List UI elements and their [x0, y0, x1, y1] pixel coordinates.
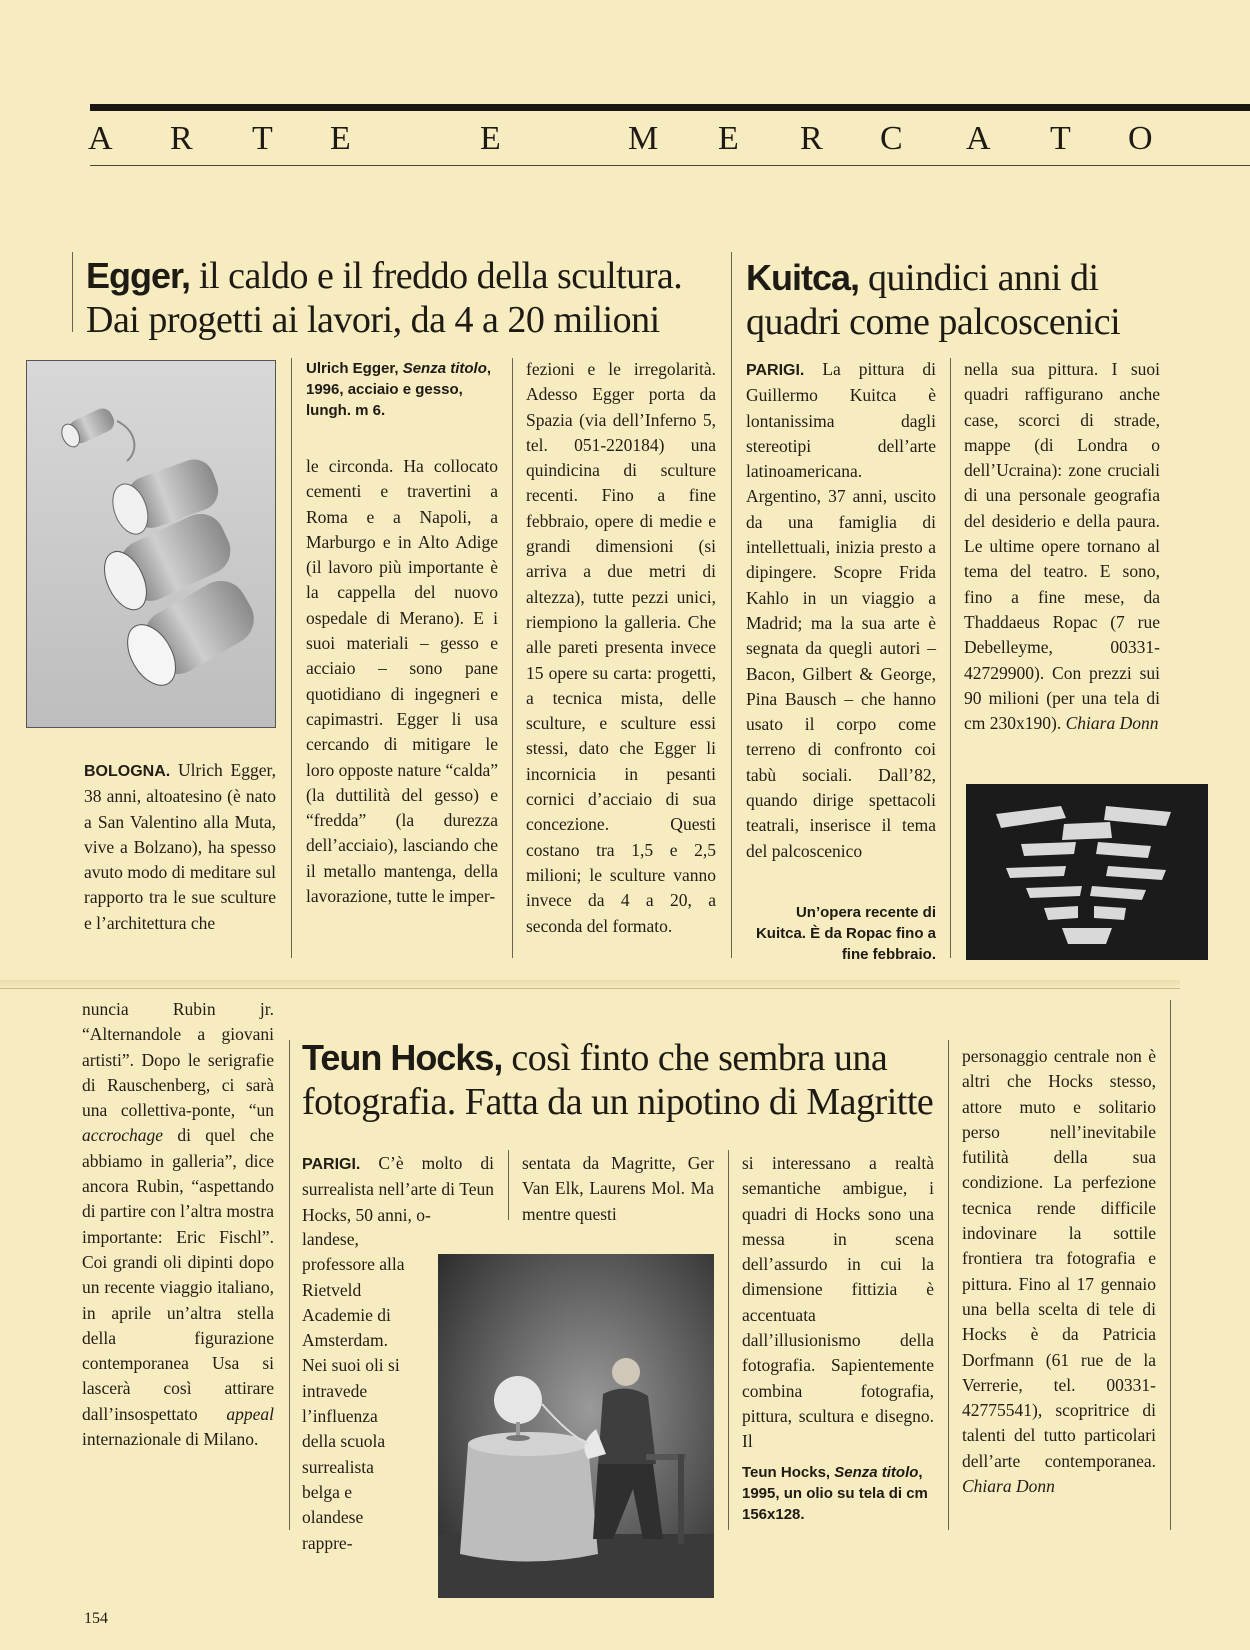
hocks-column-4 [962, 1044, 1156, 1499]
page-tear-edge [0, 988, 1180, 989]
column-rule [291, 358, 292, 958]
section-letter: A [88, 120, 113, 157]
kuitca-dateline: PARIGI. [746, 362, 805, 379]
hocks-caption-name: Teun Hocks, [742, 1464, 835, 1481]
kuitca-column-1 [746, 357, 936, 864]
kuitca-column-2 [964, 357, 1160, 736]
kuitca-col2-text: nella sua pittura. I suoi quadri raffigurano anche case, scorci di strade, mappe (di Londra o dell’Ucraina): zone cruciali di una personale geografia del desiderio e della paura. Le ultime opere tornano al tema del teatro. E sono, fino a fine mese, da Thaddaeus Ropac (7 rue Debelleyme, 00331-42729900). Con prezzi sui 90 milioni (per una tela di cm 230x190). [964, 359, 1160, 734]
hocks-headline-rest: così finto che sembra una [502, 1037, 888, 1079]
egger-caption-title: Senza titolo [402, 360, 487, 377]
column-rule [289, 1040, 290, 1530]
column-rule [728, 1150, 729, 1530]
hocks-photo-caption [742, 1462, 942, 1525]
section-letter: E [718, 120, 739, 157]
section-letter: C [880, 120, 903, 157]
section-letter: A [966, 120, 991, 157]
egger-photo-caption [306, 358, 506, 421]
section-letter: E [330, 120, 351, 157]
hocks-col4-text: personaggio centrale non è altri che Hocks stesso, attore muto e solitario perso nell’inevitabile futilità della sua condizione. La perfezione tecnica rende difficile indovinare la sottile frontiera tra fotografia e pittura. Fino al 17 gennaio una bella scelta di tele di Hocks è da Patricia Dorfmann (61 rue de la Verrerie, tel. 00331-42775541), scopritrice di talenti del tutto particolari dell’arte contemporanea. [962, 1046, 1156, 1471]
header-thin-rule [90, 165, 1250, 166]
column-rule [508, 1150, 509, 1220]
column-rule [1170, 1000, 1171, 1530]
egger-col1-text: Ulrich Egger, 38 anni, altoatesino (è nato a San Valentino alla Muta, vive a Bolzano), ha spesso avuto modo di meditare sul rapporto tra le sue sculture e l’architettura che [84, 760, 276, 933]
hocks-column-1-bottom [302, 1227, 406, 1556]
column-rule [512, 358, 513, 958]
hocks-painting-photo [438, 1254, 714, 1598]
egger-headline-rest: il caldo e il freddo della scultura. [190, 255, 683, 297]
rubin-text-italic-1: accrochage [82, 1125, 163, 1146]
section-letter: O [1128, 120, 1153, 157]
kuitca-artwork-photo [966, 784, 1208, 960]
section-letter: R [170, 120, 193, 157]
section-letter: T [252, 120, 273, 157]
hocks-headline-line2: fotografia. Fatta da un nipotino di Magritte [302, 1081, 934, 1123]
hocks-headline-name: Teun Hocks, [302, 1037, 503, 1078]
rubin-column [82, 997, 274, 1452]
section-letter: R [800, 120, 823, 157]
egger-caption-name: Ulrich Egger, [306, 360, 403, 377]
hocks-caption-details: , 1995, un olio su tela di cm 156x128. [742, 1464, 928, 1523]
egger-column-3 [526, 357, 716, 939]
hocks-column-3 [742, 1151, 934, 1455]
section-letter: T [1050, 120, 1071, 157]
egger-headline [86, 254, 736, 342]
column-rule [950, 358, 951, 958]
column-rule [72, 252, 73, 332]
hocks-col1-text-b: landese, professore alla Rietveld Academie di Amsterdam. Nei suoi oli si intravede l’influenza della scuola surrealista belga e olandese rappre- [302, 1229, 405, 1553]
hocks-col1-text-a: C’è molto di surrealista nell’arte di Teun Hocks, 50 anni, o- [302, 1153, 494, 1225]
header-rule [90, 104, 1250, 111]
kuitca-headline [746, 256, 1166, 344]
egger-column-2 [306, 454, 498, 909]
kuitca-col1-text: La pittura di Guillermo Kuitca è lontanissima dagli stereotipi dell’arte latinoamericana. Argentino, 37 anni, uscito da una famiglia di intellettuali, inizia presto a dipingere. Scopre Frida Kahlo in un viaggio a Madrid; ma la sua arte è segnata da quegli autori – Bacon, Gilbert & George, Pina Bausch – che hanno usato il corpo come terreno di confronto coi tabù sociali. Dall’82, quando dirige spettacoli teatrali, inserisce il tema del palcoscenico [746, 359, 936, 861]
hocks-headline [302, 1036, 962, 1124]
hocks-caption-title: Senza titolo [834, 1464, 919, 1481]
rubin-text-b: di quel che abbiamo in galleria”, dice ancora Rubin, “aspettando di partire con l’altra mostra importante: Eric Fischl”. Coi grandi oli dipinti dopo un recente viaggio italiano, in aprile un’altra stella della figurazione contemporanea Usa si lascerà così attirare dall’insospettato [82, 1125, 274, 1424]
egger-col3-text: fezioni e le irregolarità. Adesso Egger porta da Spazia (via dell’Inferno 5, tel. 051-220184) una quindicina di sculture recenti. Fino a fine febbraio, opere di medie e grandi dimensioni (si arriva a due metri di altezza), tutte pezzi unici, riempiono la galleria. Che alle pareti presenta invece 15 opere su carta: progetti, a tecnica mista, delle sculture, e sculture essi stessi, dato che Egger li incornicia in pesanti cornici d’acciaio di sua concezione. Questi costano tra 1,5 e 2,5 milioni; le sculture vanno invece da 4 a 20, a seconda del formato. [526, 359, 716, 936]
kuitca-headline-line2: quadri come palcoscenici [746, 301, 1121, 343]
egger-headline-line2: Dai progetti ai lavori, da 4 a 20 milioni [86, 299, 660, 341]
rubin-text-c: internazionale di Milano. [82, 1429, 259, 1450]
egger-column-1 [84, 758, 276, 936]
column-rule [731, 252, 732, 958]
egger-sculpture-photo [26, 360, 276, 728]
egger-dateline: BOLOGNA. [84, 763, 171, 780]
column-rule [948, 1040, 949, 1530]
egger-headline-name: Egger, [86, 255, 191, 296]
kuitca-photo-caption: Un’opera recente di Kuitca. È da Ropac fino a fine febbraio. [755, 904, 936, 963]
section-letter: E [480, 120, 501, 157]
hocks-dateline: PARIGI. [302, 1156, 361, 1173]
kuitca-byline: Chiara Donn [1065, 713, 1159, 734]
hocks-col2-text: sentata da Magritte, Ger Van Elk, Laurens Mol. Ma mentre questi [522, 1153, 714, 1224]
hocks-byline: Chiara Donn [962, 1476, 1055, 1497]
egger-col2-text: le circonda. Ha collocato cementi e travertini a Roma e a Napoli, a Marburgo e in Alto Adige (il lavoro più importante è la cappella del nuovo ospedale di Merano). E i suoi materiali – gesso e acciaio – sono pane quotidiano di ingegneri e capimastri. Egger li usa cercando di mitigare le loro opposte nature “calda” (la duttilità del gesso) e “fredda” (la durezza dell’acciaio), lasciando che il metallo mantenga, della lavorazione, tutte le imper- [306, 456, 498, 907]
section-letter: M [628, 120, 659, 157]
rubin-text-a: nuncia Rubin jr. “Alternandole a giovani artisti”. Dopo le serigrafie di Rauschenberg, ci sarà una collettiva-ponte, “un [82, 999, 274, 1121]
hocks-column-1-top [302, 1151, 494, 1228]
hocks-column-2 [522, 1151, 714, 1227]
kuitca-headline-name: Kuitca, [746, 257, 860, 298]
page-number: 154 [84, 1610, 108, 1627]
rubin-text-italic-2: appeal [226, 1403, 274, 1424]
kuitca-headline-rest: quindici anni di [859, 257, 1099, 299]
page-tear [0, 980, 1180, 988]
egger-caption-details: , 1996, acciaio e gesso, lungh. m 6. [306, 360, 492, 419]
hocks-col3-text: si interessano a realtà semantiche ambigue, i quadri di Hocks sono una messa in scena dell’assurdo in cui la dimensione fittizia è accentuata dall’illusionismo della fotografia. Sapientemente combina fotografia, pittura, scultura e disegno. Il [742, 1153, 934, 1452]
